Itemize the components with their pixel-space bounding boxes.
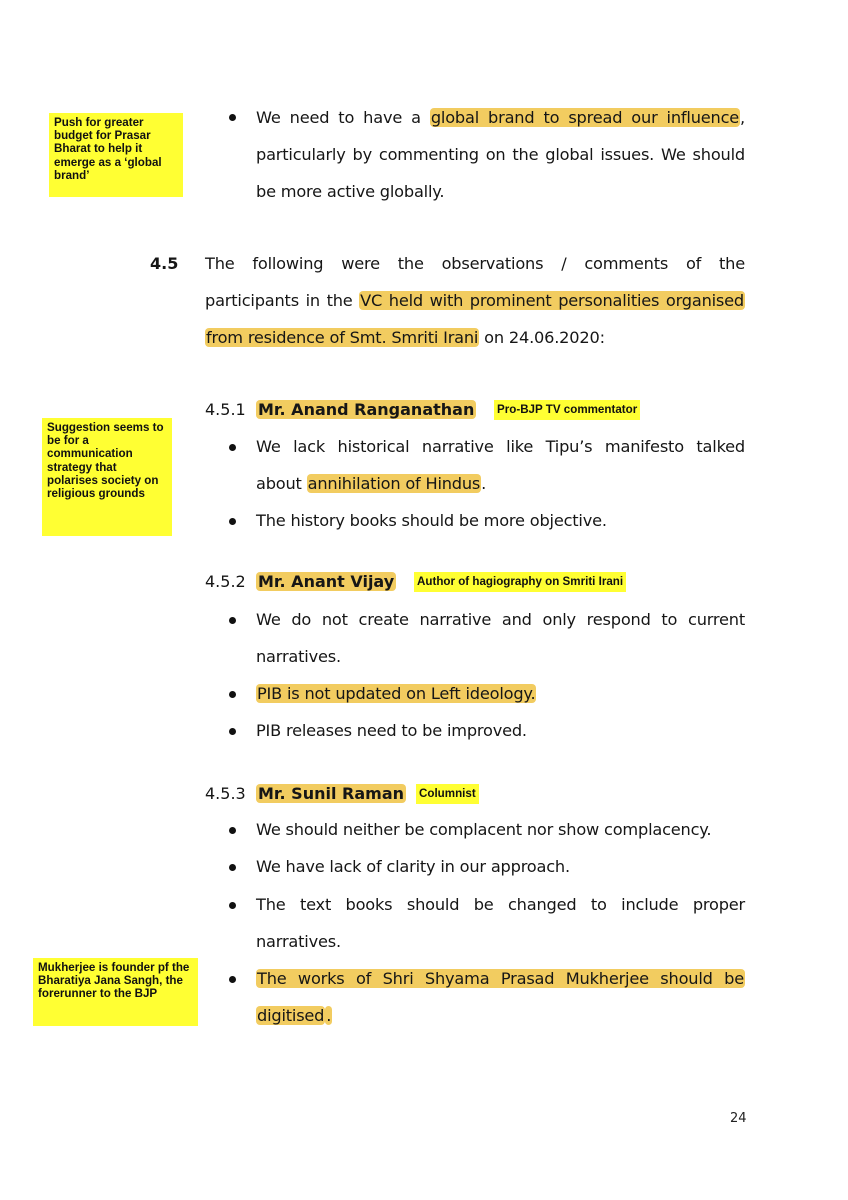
bullet-icon [229, 728, 236, 735]
subsection-number: 4.5.1 [205, 400, 246, 419]
margin-annotation-mukherjee: Mukherjee is founder pf the Bharatiya Jana Sangh, the forerunner to the BJP [33, 958, 198, 1026]
text-fragment: on 24.06.2020: [479, 328, 605, 347]
highlight-vc-held: VC held with prominent personalities organised [360, 291, 744, 310]
subsection-number: 4.5.2 [205, 572, 246, 591]
bullet-text: We have lack of clarity in our approach. [256, 857, 570, 876]
highlight-global-brand: global brand to spread our influence [430, 108, 740, 127]
bullet-icon [229, 518, 236, 525]
highlight-digitised-period: . [326, 1006, 332, 1025]
text-fragment: We need to have a [256, 108, 430, 127]
bullet-text: We should neither be complacent nor show complacency. [256, 820, 712, 839]
participant-tag: Pro-BJP TV commentator [494, 400, 640, 420]
bullet-text [256, 675, 745, 712]
bullet-icon [229, 976, 236, 983]
bullet-text: We lack historical narrative like Tipu’s manifesto talked [256, 437, 745, 456]
text-fragment: about [256, 474, 307, 493]
participant-name: Mr. Sunil Raman [258, 784, 404, 803]
page-number: 24 [730, 1111, 747, 1126]
highlight-pib-left: PIB is not updated on Left ideology. [257, 684, 536, 703]
bullet-text: PIB releases need to be improved. [256, 721, 527, 740]
participant-tag: Author of hagiography on Smriti Irani [414, 572, 626, 592]
bullet-icon [229, 691, 236, 698]
bullet-icon [229, 444, 236, 451]
bullet-text: narratives. [256, 932, 341, 951]
participant-name: Mr. Anant Vijay [258, 572, 395, 591]
highlight-digitised: digitised [257, 1006, 325, 1025]
bullet-text: The history books should be more objective. [256, 511, 607, 530]
highlight-residence: from residence of Smt. Smriti Irani [206, 328, 479, 347]
bullet-global-brand-line2: particularly by commenting on the global issues. We should [256, 145, 745, 164]
margin-annotation-polarisation: Suggestion seems to be for a communication strategy that polarises society on religious grounds [42, 418, 172, 536]
text-fragment: . [481, 474, 487, 493]
bullet-icon [229, 864, 236, 871]
text-fragment: participants in the [205, 291, 360, 310]
section-4-5-line2 [205, 282, 745, 319]
subsection-number: 4.5.3 [205, 784, 246, 803]
bullet-icon [229, 902, 236, 909]
participant-name: Mr. Anand Ranganathan [258, 400, 475, 419]
bullet-global-brand-line3: be more active globally. [256, 182, 445, 201]
highlight-annihilation: annihilation of Hindus [307, 474, 481, 493]
text-fragment: , [740, 108, 745, 127]
bullet-global-brand-line1 [256, 99, 745, 136]
bullet-icon [229, 827, 236, 834]
bullet-text: narratives. [256, 647, 341, 666]
highlight-mukherjee-works: The works of Shri Shyama Prasad Mukherjee should be [257, 969, 744, 988]
section-4-5-line1: The following were the observations / comments of the [205, 254, 745, 273]
bullet-text: The text books should be changed to include proper [256, 895, 745, 914]
section-4-5-line3 [205, 319, 745, 356]
section-number: 4.5 [150, 254, 179, 273]
participant-tag: Columnist [416, 784, 479, 804]
bullet-text [256, 997, 745, 1034]
bullet-icon [229, 617, 236, 624]
margin-annotation-prasar-bharat: Push for greater budget for Prasar Bharat to help it emerge as a ‘global brand’ [49, 113, 183, 197]
bullet-text [256, 960, 745, 997]
bullet-icon [229, 114, 236, 121]
bullet-text [256, 465, 745, 502]
bullet-text: We do not create narrative and only respond to current [256, 610, 745, 629]
